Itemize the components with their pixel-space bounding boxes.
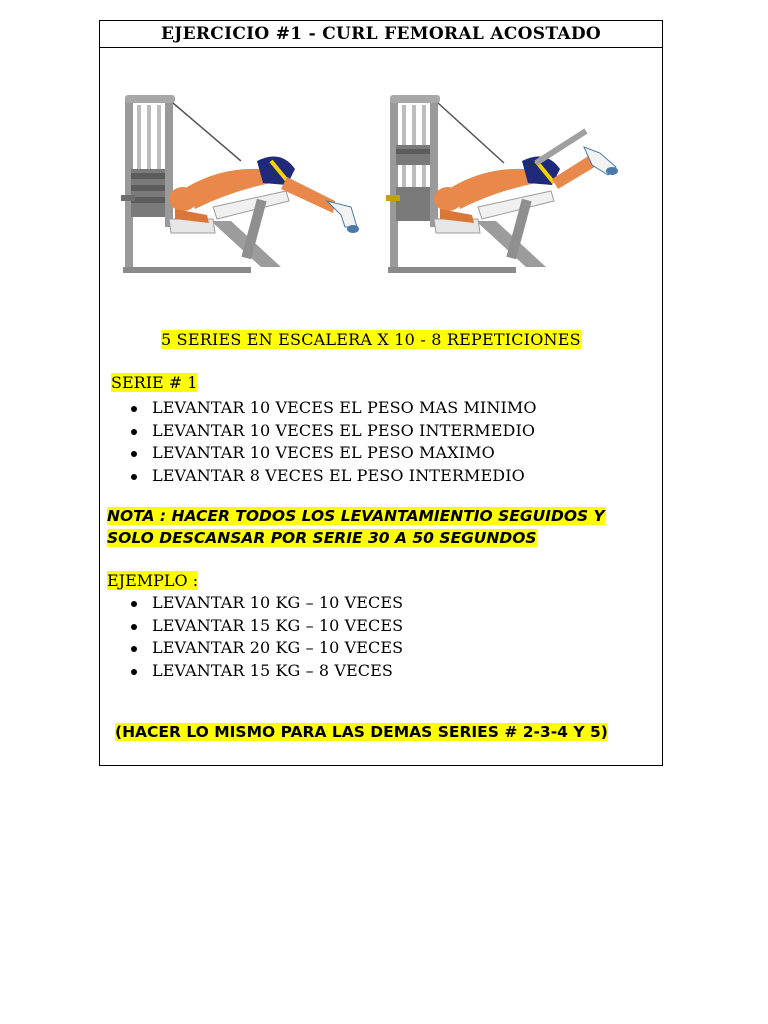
- list-item: [100, 660, 403, 683]
- ejemplo-list: [100, 592, 403, 682]
- footer-note-text: (HACER LO MISMO PARA LAS DEMAS SERIES # 2-3-4 Y 5): [115, 723, 608, 741]
- serie-list: [100, 397, 537, 487]
- nota-line2: SOLO DESCANSAR POR SERIE 30 A 50 SEGUNDOS: [107, 529, 537, 547]
- bullet-icon: [131, 451, 137, 457]
- ejemplo-label-text: EJEMPLO :: [107, 571, 199, 590]
- list-item: [100, 615, 403, 638]
- bullet-icon: [131, 646, 137, 652]
- list-item-text: LEVANTAR 10 VECES EL PESO INTERMEDIO: [152, 420, 536, 440]
- list-item-text: LEVANTAR 10 VECES EL PESO MAXIMO: [152, 443, 495, 462]
- list-item: [100, 592, 403, 615]
- list-item: [100, 420, 537, 443]
- nota-block: [107, 505, 659, 549]
- series-summary-text: 5 SERIES EN ESCALERA X 10 - 8 REPETICIONES: [161, 330, 581, 349]
- list-item-text: LEVANTAR 10 VECES EL PESO MAS MINIMO: [152, 398, 537, 417]
- exercise-card: [99, 20, 663, 766]
- list-item-text: LEVANTAR 20 KG – 10 VECES: [152, 638, 404, 657]
- nota-prefix: NOTA :: [107, 507, 172, 525]
- serie-label-text: SERIE # 1: [111, 373, 198, 392]
- bullet-icon: [131, 406, 137, 412]
- list-item: [100, 637, 403, 660]
- bullet-icon: [131, 669, 137, 675]
- list-item: [100, 442, 537, 465]
- list-item: [100, 397, 537, 420]
- bullet-icon: [131, 601, 137, 607]
- list-item: [100, 465, 537, 488]
- footer-note: [115, 723, 608, 741]
- bullet-icon: [131, 624, 137, 630]
- bullet-icon: [131, 474, 137, 480]
- serie-label: [111, 373, 197, 392]
- title-row: [100, 21, 662, 48]
- bullet-icon: [131, 429, 137, 435]
- list-item-text: LEVANTAR 15 KG – 10 VECES: [152, 615, 404, 635]
- nota-line1: HACER TODOS LOS LEVANTAMIENTIO SEGUIDOS Y: [171, 507, 605, 525]
- page-title: EJERCICIO #1 - CURL FEMORAL ACOSTADO: [160, 24, 601, 44]
- list-item-text: LEVANTAR 8 VECES EL PESO INTERMEDIO: [152, 465, 525, 485]
- list-item-text: LEVANTAR 10 KG – 10 VECES: [152, 593, 404, 612]
- leg-curl-start-illustration: [121, 91, 373, 273]
- leg-curl-end-illustration: [386, 91, 638, 273]
- series-summary: [161, 330, 581, 349]
- list-item-text: LEVANTAR 15 KG – 8 VECES: [152, 660, 393, 680]
- ejemplo-label: [107, 571, 198, 590]
